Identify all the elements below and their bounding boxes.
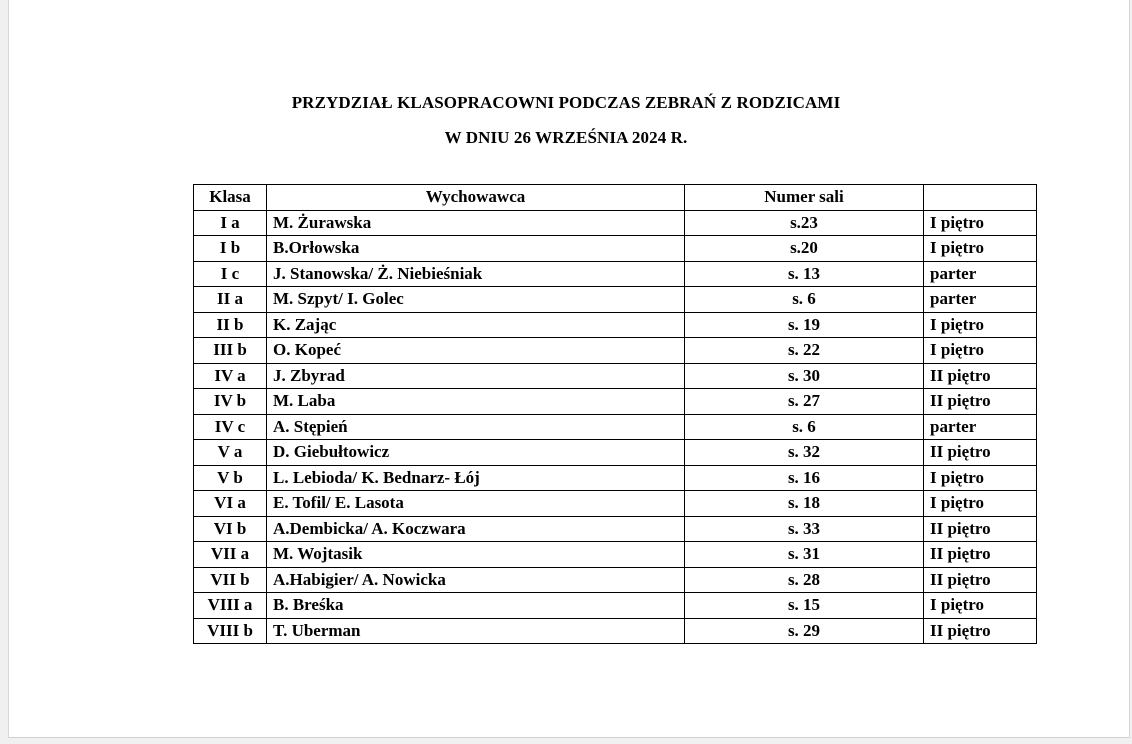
room-number-cell: s. 18	[685, 491, 924, 517]
floor-cell: I piętro	[924, 465, 1037, 491]
floor-cell: I piętro	[924, 593, 1037, 619]
class-cell: IV c	[194, 414, 267, 440]
table-row	[194, 210, 1037, 236]
table-header-row	[194, 185, 1037, 211]
teacher-cell: M. Szpyt/ I. Golec	[267, 287, 685, 313]
table-row	[194, 440, 1037, 466]
table-row	[194, 261, 1037, 287]
header-pietro	[924, 185, 1037, 211]
table-row	[194, 542, 1037, 568]
room-number-cell: s. 28	[685, 567, 924, 593]
room-number-cell: s. 27	[685, 389, 924, 415]
room-number-cell: s. 6	[685, 414, 924, 440]
table-row	[194, 338, 1037, 364]
table-row	[194, 593, 1037, 619]
table-row	[194, 618, 1037, 644]
room-number-cell: s.23	[685, 210, 924, 236]
floor-cell: I piętro	[924, 236, 1037, 262]
room-number-cell: s.20	[685, 236, 924, 262]
class-cell: I a	[194, 210, 267, 236]
teacher-cell: M. Żurawska	[267, 210, 685, 236]
class-cell: III b	[194, 338, 267, 364]
floor-cell: parter	[924, 261, 1037, 287]
room-number-cell: s. 6	[685, 287, 924, 313]
table-row	[194, 236, 1037, 262]
room-number-cell: s. 32	[685, 440, 924, 466]
table-row	[194, 389, 1037, 415]
class-cell: I c	[194, 261, 267, 287]
teacher-cell: O. Kopeć	[267, 338, 685, 364]
room-number-cell: s. 31	[685, 542, 924, 568]
room-number-cell: s. 16	[685, 465, 924, 491]
teacher-cell: M. Wojtasik	[267, 542, 685, 568]
teacher-cell: L. Lebioda/ K. Bednarz- Łój	[267, 465, 685, 491]
room-number-cell: s. 30	[685, 363, 924, 389]
floor-cell: I piętro	[924, 491, 1037, 517]
class-cell: VII b	[194, 567, 267, 593]
floor-cell: I piętro	[924, 312, 1037, 338]
table-row	[194, 491, 1037, 517]
table-row	[194, 567, 1037, 593]
class-cell: IV b	[194, 389, 267, 415]
header-numer-sali: Numer sali	[685, 185, 924, 211]
table-row	[194, 414, 1037, 440]
floor-cell: II piętro	[924, 363, 1037, 389]
teacher-cell: K. Zając	[267, 312, 685, 338]
room-assignment-table	[193, 184, 1037, 644]
class-cell: V a	[194, 440, 267, 466]
teacher-cell: D. Giebułtowicz	[267, 440, 685, 466]
floor-cell: parter	[924, 414, 1037, 440]
teacher-cell: T. Uberman	[267, 618, 685, 644]
table-row	[194, 516, 1037, 542]
teacher-cell: A.Habigier/ A. Nowicka	[267, 567, 685, 593]
document-title: PRZYDZIAŁ KLASOPRACOWNI PODCZAS ZEBRAŃ Z RODZICAMI	[291, 93, 841, 112]
floor-cell: II piętro	[924, 618, 1037, 644]
teacher-cell: B. Breśka	[267, 593, 685, 619]
class-cell: II a	[194, 287, 267, 313]
teacher-cell: A. Stępień	[267, 414, 685, 440]
room-number-cell: s. 19	[685, 312, 924, 338]
room-number-cell: s. 22	[685, 338, 924, 364]
teacher-cell: B.Orłowska	[267, 236, 685, 262]
floor-cell: II piętro	[924, 542, 1037, 568]
table-row	[194, 287, 1037, 313]
class-cell: VII a	[194, 542, 267, 568]
room-number-cell: s. 13	[685, 261, 924, 287]
class-cell: VIII b	[194, 618, 267, 644]
class-cell: IV a	[194, 363, 267, 389]
floor-cell: I piętro	[924, 338, 1037, 364]
table-row	[194, 312, 1037, 338]
teacher-cell: M. Laba	[267, 389, 685, 415]
table-body	[194, 210, 1037, 644]
teacher-cell: A.Dembicka/ A. Koczwara	[267, 516, 685, 542]
document-subtitle-date: W DNIU 26 WRZEŚNIA 2024 R.	[444, 128, 688, 147]
floor-cell: II piętro	[924, 567, 1037, 593]
class-cell: V b	[194, 465, 267, 491]
floor-cell: II piętro	[924, 389, 1037, 415]
floor-cell: I piętro	[924, 210, 1037, 236]
class-cell: VI a	[194, 491, 267, 517]
teacher-cell: J. Zbyrad	[267, 363, 685, 389]
table-row	[194, 465, 1037, 491]
room-number-cell: s. 15	[685, 593, 924, 619]
teacher-cell: J. Stanowska/ Ż. Niebieśniak	[267, 261, 685, 287]
class-cell: II b	[194, 312, 267, 338]
class-cell: VI b	[194, 516, 267, 542]
floor-cell: II piętro	[924, 440, 1037, 466]
table-row	[194, 363, 1037, 389]
room-number-cell: s. 33	[685, 516, 924, 542]
class-cell: I b	[194, 236, 267, 262]
header-klasa: Klasa	[194, 185, 267, 211]
header-wychowawca: Wychowawca	[267, 185, 685, 211]
class-cell: VIII a	[194, 593, 267, 619]
teacher-cell: E. Tofil/ E. Lasota	[267, 491, 685, 517]
floor-cell: II piętro	[924, 516, 1037, 542]
floor-cell: parter	[924, 287, 1037, 313]
room-number-cell: s. 29	[685, 618, 924, 644]
